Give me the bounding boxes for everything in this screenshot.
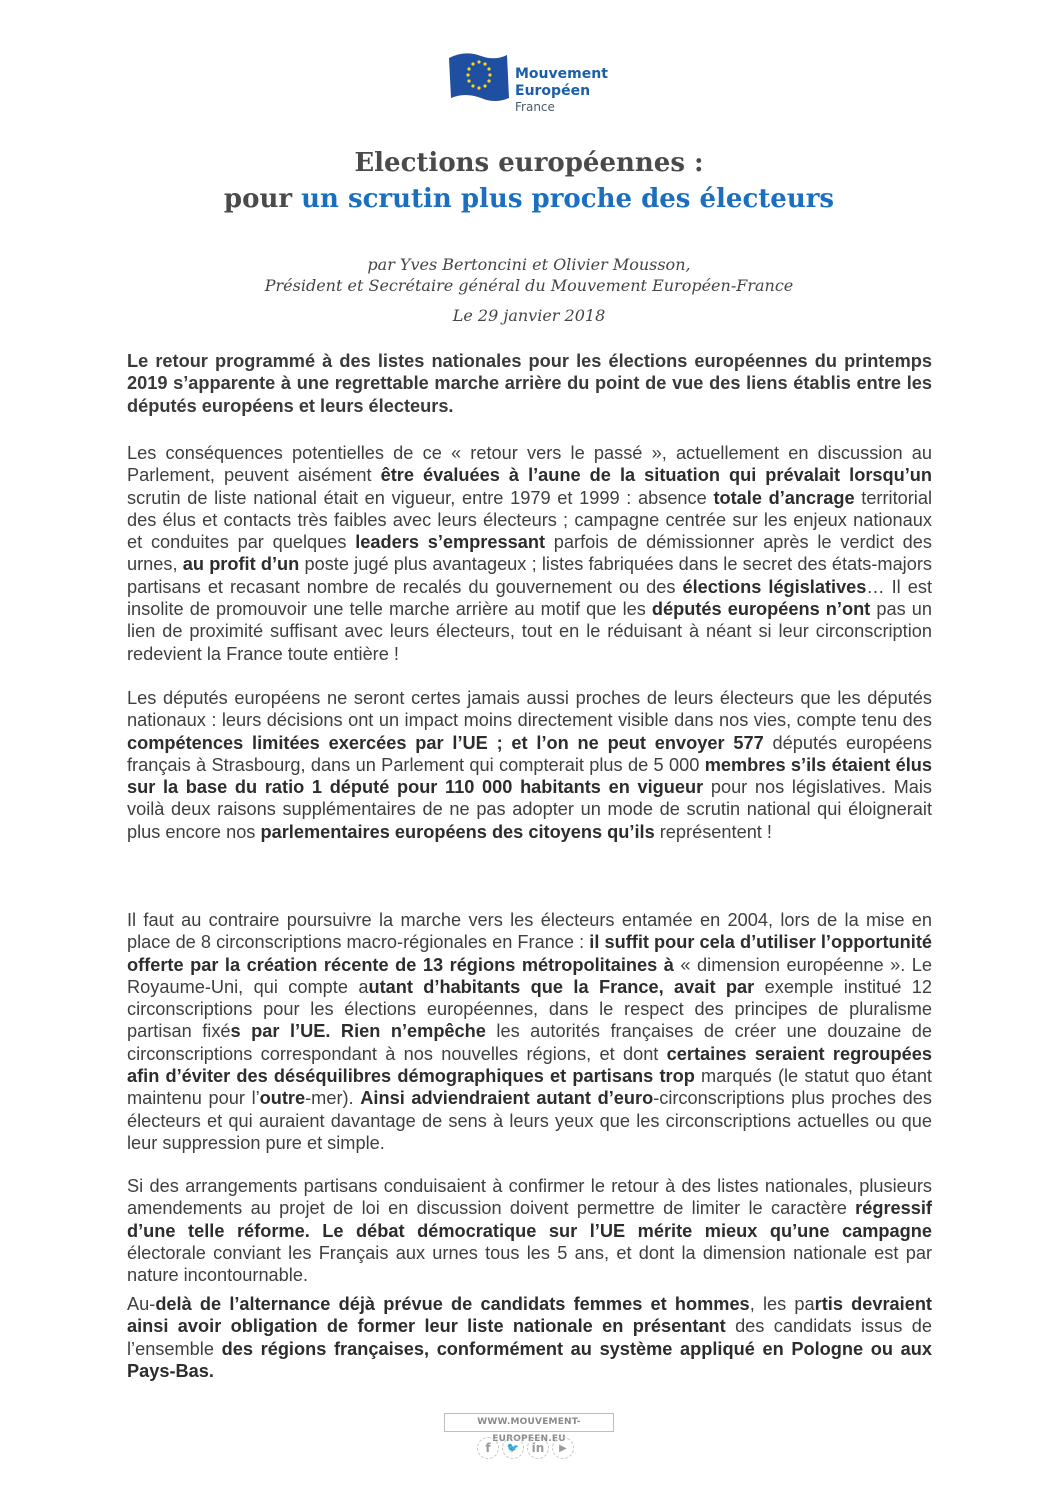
youtube-icon[interactable]: ▶ xyxy=(552,1437,574,1459)
paragraph-4 xyxy=(127,1175,932,1286)
logo-line-2: Européen xyxy=(515,83,591,99)
title-line-2 xyxy=(0,181,1058,217)
emphasized-text: parlementaires européens des citoyens qu’ils xyxy=(260,821,655,842)
lead-text: Le retour programmé à des listes nationales pour les élections européennes du printemps 2019 s’apparente à une regrettable marche arrière du point de vue des liens établis entre les députés européens et leurs électeurs. xyxy=(127,351,932,416)
emphasized-text: membres s’ils étaient élus sur la base du ratio 1 député pour 110 000 habitants en vigueur xyxy=(127,754,932,798)
body-text: Les députés européens ne seront certes jamais aussi proches de leurs électeurs que les députés nationaux : leurs décisions ont un impact moins directement visible dans nos vies, compte tenu des xyxy=(127,688,932,731)
organization-logo xyxy=(447,50,627,118)
body-text: exemple institué 12 circonscriptions pour les élections européennes, dans le respect des principes de pluralisme partisan fixé xyxy=(127,976,932,1042)
body-text: pour nos législatives. Mais voilà deux raisons supplémentaires de ne pas adopter un mode de scrutin national qui éloignerait plus encore nos xyxy=(127,777,932,842)
paragraph-2 xyxy=(127,687,932,843)
body-text: pas un lien de proximité suffisant avec leurs électeurs, tout en le réduisant à néant si leur circonscription redevient la France toute entière ! xyxy=(127,599,932,664)
logo-line-3: France xyxy=(515,100,555,114)
emphasized-text: utant d’habitants que la France, avait par xyxy=(368,976,755,997)
body-text: Il faut au contraire poursuivre la marche vers les électeurs entamée en 2004, lors de la mise en place de 8 circonscriptions macro-régionales en France : xyxy=(127,910,932,953)
logo-text xyxy=(515,66,608,114)
emphasized-text: delà de l’alternance déjà prévue de candidats femmes et hommes xyxy=(155,1294,750,1314)
body-text: les autorités françaises de créer une douzaine de circonscriptions correspondant à nos nouvelles régions, et dont xyxy=(127,1021,933,1064)
body-text: territorial des élus et contacts très faibles avec leurs électeurs ; campagne centrée sur les enjeux nationaux et conduites par quelques xyxy=(127,487,933,553)
facebook-icon[interactable]: f xyxy=(477,1437,499,1459)
emphasized-text: rtis devraient ainsi avoir obligation de former leur liste nationale en présentant xyxy=(127,1294,932,1337)
body-text: Les conséquences potentielles de ce « retour vers le passé », actuellement en discussion au Parlement, peuvent aisément xyxy=(127,443,932,486)
body-text: des candidats issus de l’ensemble xyxy=(127,1316,932,1359)
byline-authors: par Yves Bertoncini et Olivier Mousson, xyxy=(367,255,691,274)
emphasized-text: outre xyxy=(259,1088,306,1109)
body-text: Au- xyxy=(127,1294,156,1314)
paragraph-1 xyxy=(127,442,932,665)
linkedin-icon[interactable]: in xyxy=(527,1437,549,1459)
emphasized-text: être évaluées à l’aune de la situation qui prévalait lorsqu’un xyxy=(380,465,933,486)
social-links xyxy=(477,1437,574,1459)
emphasized-text: régressif d’une telle réforme. Le débat démocratique sur l’UE mérite mieux qu’une campagne xyxy=(127,1198,932,1241)
twitter-icon[interactable]: 🐦 xyxy=(502,1437,524,1459)
emphasized-text: Ainsi adviendraient autant d’euro xyxy=(360,1088,654,1109)
paragraph-text xyxy=(127,442,932,665)
paragraph-5 xyxy=(127,1293,932,1382)
paragraph-text xyxy=(127,1293,932,1382)
logo-line-1: Mouvement xyxy=(515,66,608,82)
body-text: Si des arrangements partisans conduisaient à confirmer le retour à des listes nationales, plusieurs amendements au projet de loi en discussion doivent permettre de limiter le caractère xyxy=(127,1176,932,1219)
body-text: représentent ! xyxy=(654,821,772,842)
title-line-1: Elections européennes : xyxy=(354,148,704,178)
emphasized-text: s par l’UE. Rien n’empêche xyxy=(230,1021,486,1042)
body-text: députés européens français à Strasbourg, dans un Parlement qui compterait plus de 5 000 xyxy=(127,732,932,775)
body-text: -mer). xyxy=(305,1088,361,1109)
body-text: … Il est insolite de promouvoir une telle marche arrière au motif que les xyxy=(127,576,932,620)
paragraph-text xyxy=(127,1175,932,1286)
emphasized-text: compétences limitées exercées par l’UE ; et l’on ne peut envoyer 577 xyxy=(127,732,764,753)
website-link[interactable]: WWW.MOUVEMENT-EUROPEEN.EU xyxy=(444,1413,614,1432)
title-highlight: un scrutin plus proche des électeurs xyxy=(301,184,835,214)
emphasized-text: leaders s’empressant xyxy=(355,532,545,553)
emphasized-text: députés européens n’ont xyxy=(651,599,871,620)
page-title xyxy=(0,145,1058,217)
body-text: -circonscriptions plus proches des électeurs et qui auraient davantage de sens à leurs yeux que les circonscriptions actuelles ou que leur suppression pure et simple. xyxy=(127,1088,932,1153)
paragraph-text xyxy=(127,909,932,1154)
body-text: , les pa xyxy=(749,1294,815,1314)
lead-paragraph xyxy=(127,350,932,417)
body-text: « dimension européenne ». Le Royaume-Uni, qui compte a xyxy=(127,954,932,997)
eu-flag-icon xyxy=(447,52,511,106)
emphasized-text: élections législatives xyxy=(682,576,867,597)
body-text: scrutin de liste national était en vigueur, entre 1979 et 1999 : absence xyxy=(127,487,714,508)
paragraph-text xyxy=(127,687,932,843)
body-text: parfois de démissionner après le verdict des urnes, xyxy=(127,532,932,575)
body-text: marqués (le statut quo étant maintenu pour l’ xyxy=(127,1066,932,1109)
emphasized-text: au profit d’un xyxy=(182,554,300,575)
byline xyxy=(0,254,1058,296)
body-text: électorale conviant les Français aux urnes tous les 5 ans, et dont la dimension nationale est par nature incontournable. xyxy=(127,1242,932,1286)
emphasized-text: certaines seraient regroupées afin d’éviter des déséquilibres démographiques et partisans trop xyxy=(127,1043,932,1087)
emphasized-text: des régions françaises, conformément au système appliqué en Pologne ou aux Pays-Bas. xyxy=(127,1338,932,1381)
title-prefix: pour xyxy=(223,184,302,214)
byline-roles: Président et Secrétaire général du Mouvement Européen-France xyxy=(264,276,794,295)
emphasized-text: totale d’ancrage xyxy=(713,487,855,508)
publication-date: Le 29 janvier 2018 xyxy=(452,306,606,325)
body-text: poste jugé plus avantageux ; listes fabriquées dans le secret des états-majors partisans et recasant nombre de recalés du gouvernement ou des xyxy=(127,554,932,597)
paragraph-3 xyxy=(127,909,932,1154)
emphasized-text: il suffit pour cela d’utiliser l’opportunité offerte par la création récente de 13 régions métropolitaines à xyxy=(127,932,933,975)
